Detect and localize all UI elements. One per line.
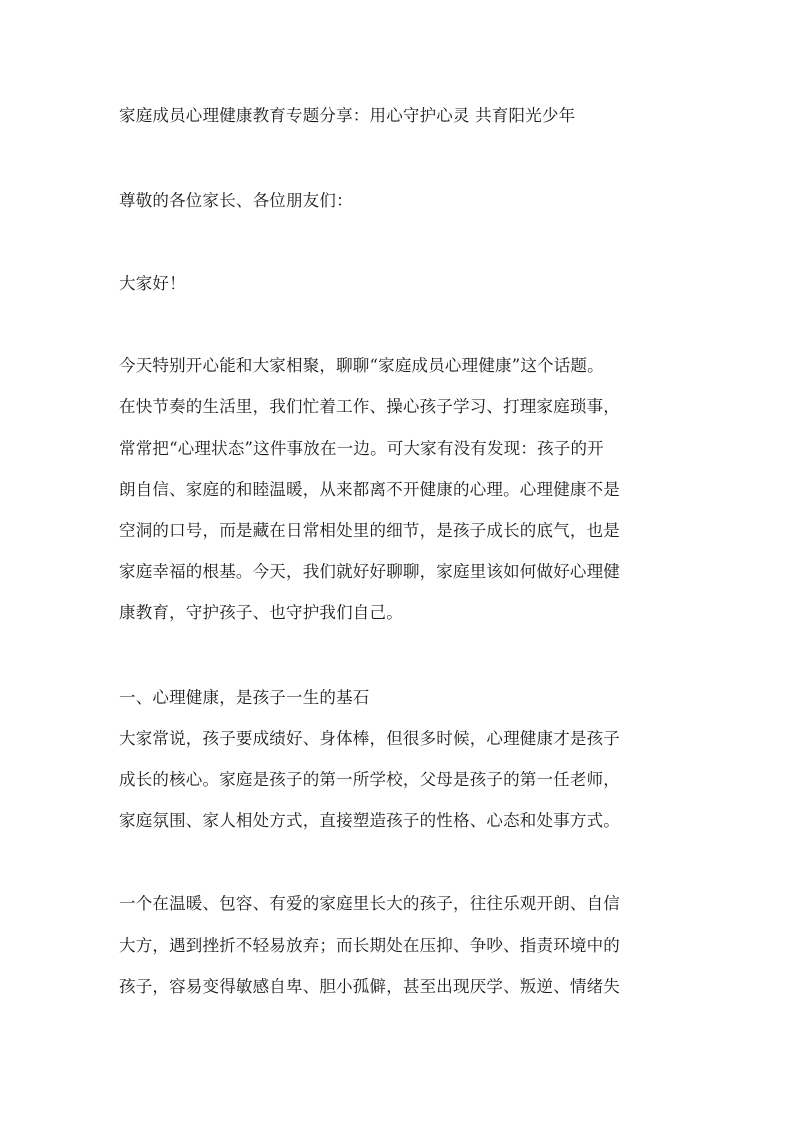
section1-para1-line: 大家常说，孩子要成绩好、身体棒，但很多时候，心理健康才是孩子 <box>119 729 620 748</box>
intro-line: 家庭幸福的根基。今天，我们就好好聊聊，家庭里该如何做好心理健 <box>119 562 620 581</box>
section-heading: 一、心理健康，是孩子一生的基石 <box>119 688 370 707</box>
section1-para1-line: 家庭氛围、家人相处方式，直接塑造孩子的性格、心态和处事方式。 <box>119 811 620 830</box>
document-title: 家庭成员心理健康教育专题分享：用心守护心灵 共育阳光少年 <box>119 106 576 125</box>
salutation: 尊敬的各位家长、各位朋友们： <box>119 191 353 210</box>
intro-line: 今天特别开心能和大家相聚，聊聊“家庭成员心理健康”这个话题。 <box>119 356 604 375</box>
section1-para2-line: 一个在温暖、包容、有爱的家庭里长大的孩子，往往乐观开朗、自信 <box>119 894 620 913</box>
intro-line: 康教育，守护孩子、也守护我们自己。 <box>119 603 403 622</box>
section1-para2-line: 大方，遇到挫折不轻易放弃；而长期处在压抑、争吵、指责环境中的 <box>119 936 620 955</box>
section1-para2-line: 孩子，容易变得敏感自卑、胆小孤僻，甚至出现厌学、叛逆、情绪失 <box>119 977 620 996</box>
intro-line: 在快节奏的生活里，我们忙着工作、操心孩子学习、打理家庭琐事， <box>119 397 620 416</box>
section1-para1-line: 成长的核心。家庭是孩子的第一所学校，父母是孩子的第一任老师， <box>119 770 620 789</box>
intro-line: 空洞的口号，而是藏在日常相处里的细节，是孩子成长的底气，也是 <box>119 521 620 540</box>
intro-line: 常常把“心理状态”这件事放在一边。可大家有没有发现：孩子的开 <box>119 439 604 458</box>
greeting: 大家好！ <box>119 274 186 293</box>
intro-line: 朗自信、家庭的和睦温暖，从来都离不开健康的心理。心理健康不是 <box>119 480 620 499</box>
